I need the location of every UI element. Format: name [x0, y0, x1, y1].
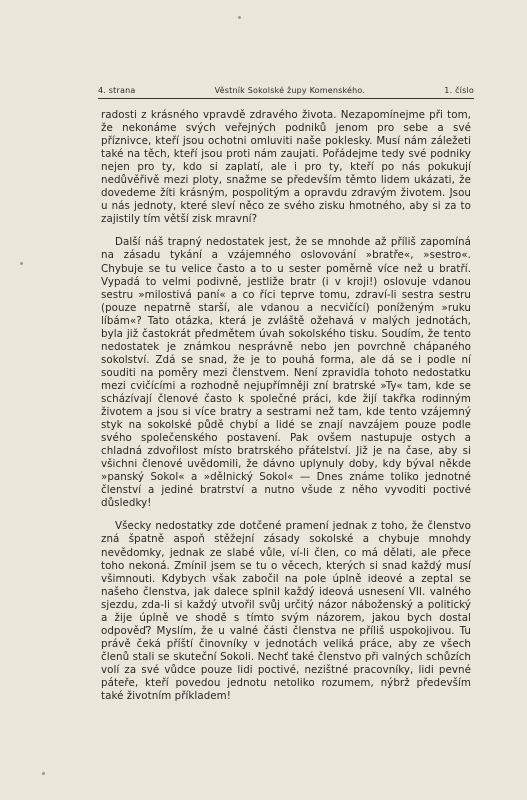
paragraph-1: radosti z krásného vpravdě zdravého života. Nezapomínejme při tom, že nekonáme svých veřejných podniků jenom pro sebe a své příznivce, kteří jsou ochotni omluviti naše poklesky. Musí nám záležeti také na těch, kteří jsou proti nám zaujati. Pořádejme tedy své podniky nejen pro ty, kdo si zaplatí, ale i pro ty, kteří po nás pokukují nedůvěřivě mezi ploty, snažme se především těmto lidem ukázati, že dovedeme žíti krásným, pospolitým a opravdu zdravým životem. Jsou u nás jednoty, které sleví něco ze svého zisku hmotného, aby si za to zajistily tím větší zisk mravní? [101, 109, 471, 226]
paper-speck [20, 262, 23, 265]
paragraph-3: Všecky nedostatky zde dotčené pramení jednak z toho, že členstvo zná špatně aspoň stěžejní zásady sokolské a chybuje mnohdy nevědomky, jednak ze slabé vůle, ví-li člen, co má dělati, ale přece toho nekoná. Zmínil jsem se tu o věcech, kterých si snad každý musí všimnouti. Kdybych však zabočil na pole úplně ideové a zeptal se našeho členstva, jak dalece splnil každý ideová usnesení VII. valného sjezdu, zda-li si každý utvořil svůj určitý názor náboženský a politický a žije úplně ve shodě s tímto svým názorem, jakou bych dostal odpověď? Myslím, že u valné části členstva ne příliš uspokojivou. Tu právě čeká příští činovníky v jednotách veliká práce, aby ze všech členů stali se skuteční Sokoli. Nechť také členstvo při valných schůzích volí za své vůdce pouze lidi poctivé, nezištné pracovníky, lidi pevné páteře, kteří povedou jednotu netoliko rozumem, nýbrž především také životním příkladem! [101, 520, 471, 703]
paper-speck [42, 772, 45, 775]
paragraph-gap [101, 510, 471, 520]
paragraph-gap [101, 226, 471, 236]
paper-speck [238, 16, 241, 19]
journal-title: Věstník Sokolské župy Komenského. [214, 86, 366, 95]
header-rule [98, 98, 474, 99]
running-header [98, 86, 474, 95]
article-body [101, 109, 471, 703]
paragraph-2: Další náš trapný nedostatek jest, že se mnohde až příliš zapomíná na zásadu tykání a vzájemného oslovování »bratře«, »sestro«. Chybuje se tu velice často a to u sester poměrně více než u bratří. Vypadá to velmi podivně, jestliže bratr (i v kroji!) oslovuje vdanou sestru »milostivá paní« a co říci teprve tomu, zdraví-li sestra sestru (pouze nepatrně starší, ale vdanou a necvičící) poníženým »ruku líbám«? Tato otázka, která je zvláště ožehavá v malých jednotách, byla již častokrát předmětem úvah sokolského tisku. Soudím, že tento nedostatek je známkou nesprávně nebo jen povrchně chápaného sokolství. Zdá se snad, že je to pouhá forma, ale dá se i podle ní souditi na poměry mezi členstvem. Není zpravidla tohoto nedostatku mezi cvičícími a rozhodně nejupřímněji zní bratrské »Ty« tam, kde se scházívají členové často k společné práci, kde žijí takřka rodinným životem a jsou si více bratry a sestrami než tam, kde tento vzájemný styk na sokolské půdě chybí a lidé se znají navzájem pouze podle svého společenského postavení. Pak ovšem nastupuje ostych a chladná zdvořilost místo bratrského přátelství. Již je na čase, aby si všichni členové uvědomili, že dávno uplynuly doby, kdy býval někde »panský Sokol« a »dělnický Sokol« — Dnes známe toliko jednotné členství a jediné bratrství a nutno všude z něho vyvoditi poctivé důsledky! [101, 236, 471, 510]
page-number: 4. strana [98, 86, 136, 95]
issue-number: 1. číslo [444, 86, 474, 95]
